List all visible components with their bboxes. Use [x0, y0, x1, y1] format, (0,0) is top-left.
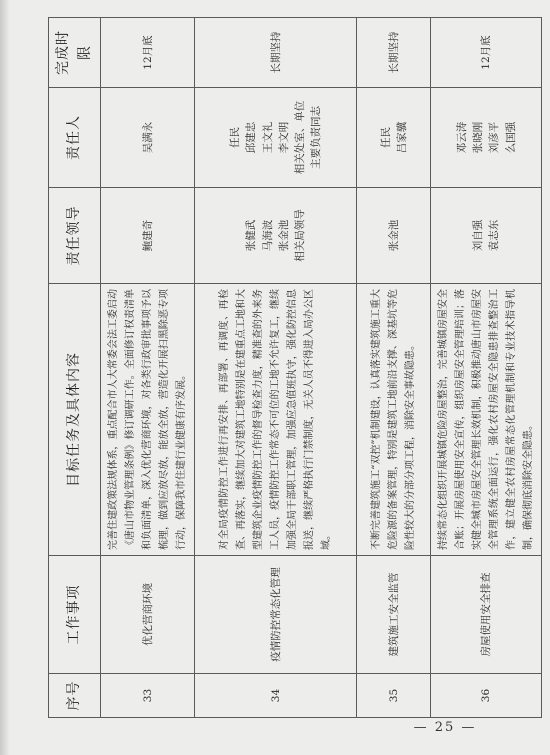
resp-person: 相关处室、单位: [294, 100, 307, 175]
table-row: [357, 18, 431, 718]
resp-person: 邓云涛: [455, 121, 468, 154]
row-lead: [195, 188, 357, 284]
row-time: 12月底: [431, 18, 542, 88]
row-time: 12月底: [101, 18, 195, 88]
lead-person: 张健武: [245, 219, 258, 252]
row-lead: 张金池: [357, 188, 431, 284]
resp-person: 邱建忠: [245, 121, 258, 154]
resp-person: 主要负责同志: [310, 106, 323, 169]
row-resp: [195, 88, 357, 188]
row-item: 疫情防控常态化管理: [195, 556, 357, 674]
resp-person: 李文明: [277, 121, 290, 154]
lead-person: 相关局领导: [294, 209, 307, 262]
row-item: 优化营商环境: [101, 556, 195, 674]
resp-person: 吴满永: [141, 121, 154, 154]
resp-person: 张晓刚: [472, 121, 485, 154]
header-item: 工作事项: [49, 556, 101, 674]
header-time: 完成时限: [49, 18, 101, 88]
resp-person: 任民: [229, 127, 242, 148]
row-no: 33: [101, 674, 195, 718]
header-resp: 责任人: [49, 88, 101, 188]
row-time: 长期坚持: [357, 18, 431, 88]
row-lead: 鲍建奇: [101, 188, 195, 284]
row-no: 36: [431, 674, 542, 718]
lead-person: 马海波: [261, 219, 274, 252]
row-content: 不断完善建筑施工“双控”机制建设，认真落实建筑施工重大危险源的备案管理，特别是建筑工地前沿支撑、深基坑等危险性较大的分部分项工程，消除安全事故隐患。: [357, 284, 431, 556]
row-no: 35: [357, 674, 431, 718]
lead-person: 袁志东: [488, 219, 501, 252]
row-lead: [431, 188, 542, 284]
table-row: [195, 18, 357, 718]
resp-person: 么国强: [504, 121, 517, 154]
row-resp: [101, 88, 195, 188]
header-content: 目标任务及具体内容: [49, 284, 101, 556]
resp-person: 任民: [379, 127, 392, 148]
row-content: 完善住建政策法规体系，重点配合市人大常委会法工委启动《唐山市物业管理条例》修订调研工作。全面修订权责清单和负面清单，深入优化营商环境，对各类行政审批事项予以梳理，做到应放尽放，能放全放，营造化开展扫黑除恶专项行动，保障我市住建行业健康有序发展。: [101, 284, 195, 556]
row-resp: [431, 88, 542, 188]
header-lead: 责任领导: [49, 188, 101, 284]
header-no: 序号: [49, 674, 101, 718]
row-item: 建筑施工安全监管: [357, 556, 431, 674]
table-header-row: [49, 18, 101, 718]
lead-person: 张金池: [277, 219, 290, 252]
row-item: 房屋使用安全排查: [431, 556, 542, 674]
table-row: [431, 18, 542, 718]
lead-person: 刘自强: [472, 219, 485, 252]
task-table: [48, 17, 542, 718]
rotated-table-wrapper: [48, 18, 535, 718]
resp-person: 吕家骥: [395, 121, 408, 154]
row-time: 长期坚持: [195, 18, 357, 88]
row-content: 持续常态化组织开展城镇危险房屋整治，完善城镇房屋安全合账；开展房屋使用安全宣传，组织房屋安全管理培训；落实健全城市房屋安全管理长效机制，积极推动唐山市房屋安全管理系统全面运行，强化农村房屋安全隐患排查整治工作，建立健全农村房屋常态化管理机制和专业技术指导机制，确保彻底消除安全隐患。: [431, 284, 542, 556]
resp-person: 王文礼: [261, 121, 274, 154]
page-number: — 25 —: [413, 720, 477, 735]
row-resp: [357, 88, 431, 188]
row-content: 对全局疫情防控工作进行再安排、再部署、再调度、再检查、再落实，继续加大对建筑工地特别是在建重点工地和大型建筑企业疫情防控工作的督导检查力度，精准查的外来务工人员，疫情防控工作常态不可位的工地不允许复工，继续加强全局干部职工管理，加强应急值班执守，强化防控信息报送，继续严格执行门禁制度，无关人员不得进入局办公区域。: [195, 284, 357, 556]
row-no: 34: [195, 674, 357, 718]
table-row: [101, 18, 195, 718]
resp-person: 刘彦平: [488, 121, 501, 154]
